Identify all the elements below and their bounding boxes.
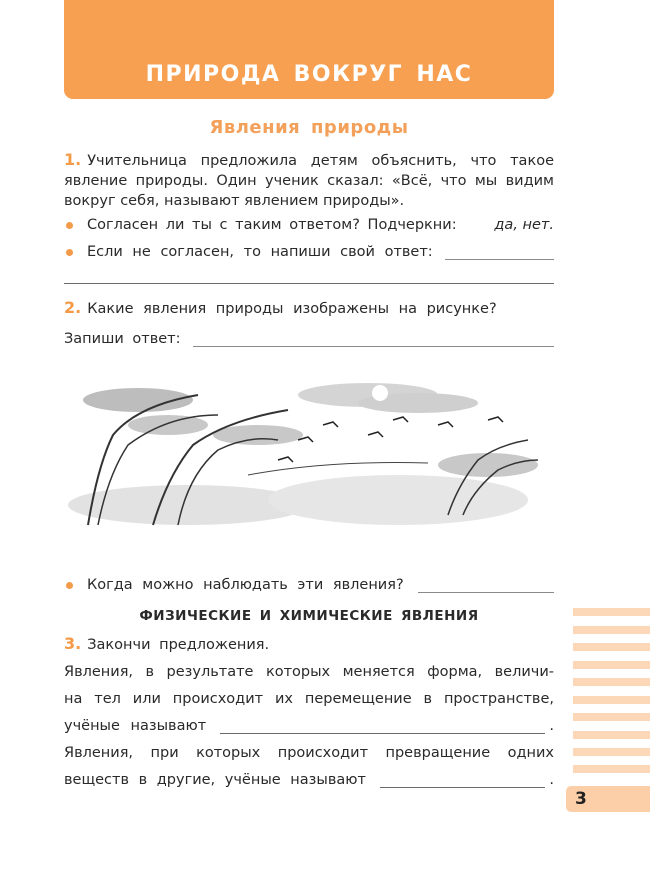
- task2-answer-row: [64, 329, 554, 349]
- windy-landscape-illustration: [68, 365, 554, 545]
- bullet-text: Если не согласен, то напиши свой ответ:: [87, 244, 433, 260]
- answer-options[interactable]: да, нет.: [494, 217, 554, 233]
- sentence-text: учёные называют: [64, 718, 207, 734]
- bullet-icon: [66, 582, 73, 589]
- answer-line-full[interactable]: [64, 283, 554, 284]
- task2-bullet-when: [64, 575, 554, 595]
- sentence2-line1: Явления, при которых происходит превращение одних: [64, 745, 554, 761]
- task3-body: Закончи предложения.: [87, 637, 270, 653]
- chapter-header: [64, 0, 554, 99]
- sentence1-line1: Явления, в результате которых меняется форма, величи-: [64, 664, 554, 680]
- task2-number: 2.: [64, 298, 82, 317]
- sentence-text: веществ в другие, учёные называют: [64, 772, 366, 788]
- task2-body: Какие явления природы изображены на рисунке?: [87, 301, 497, 317]
- period: .: [549, 772, 554, 788]
- bullet-text: Согласен ли ты с таким ответом? Подчеркни:: [87, 217, 465, 233]
- task3-number: 3.: [64, 634, 82, 653]
- page-number-tab: [566, 786, 650, 812]
- subheading: ФИЗИЧЕСКИЕ И ХИМИЧЕСКИЕ ЯВЛЕНИЯ: [139, 608, 479, 624]
- bullet-text: Когда можно наблюдать эти явления?: [87, 577, 404, 593]
- task2-question: [64, 298, 554, 319]
- sentence1-line3: [64, 716, 554, 736]
- answer-line[interactable]: [418, 578, 554, 593]
- answer-label: Запиши ответ:: [64, 331, 181, 347]
- sentence1-line2: на тел или происходит их перемещение в пространстве,: [64, 691, 554, 707]
- task1-body: Учительница предложила детям объяснить, что такое явление природы. Один ученик сказал: «Всё, что мы видим вокруг себя, называют явлением природы».: [64, 153, 554, 209]
- task1-number: 1.: [64, 150, 82, 169]
- answer-line[interactable]: [220, 719, 545, 734]
- task3-instruction: [64, 634, 554, 655]
- bullet-icon: [66, 249, 73, 256]
- sentence2-line2: [64, 770, 554, 790]
- answer-line[interactable]: [380, 773, 545, 788]
- answer-line[interactable]: [193, 332, 554, 347]
- task1-bullet-answer: [64, 242, 554, 262]
- task1-bullet-agree: [64, 215, 554, 235]
- page-number: 3: [575, 789, 587, 809]
- period: .: [549, 718, 554, 734]
- bullet-icon: [66, 222, 73, 229]
- task1-text: [64, 150, 554, 211]
- chapter-title: ПРИРОДА ВОКРУГ НАС: [145, 62, 473, 87]
- answer-line[interactable]: [445, 245, 554, 260]
- section-title: Явления природы: [209, 117, 409, 138]
